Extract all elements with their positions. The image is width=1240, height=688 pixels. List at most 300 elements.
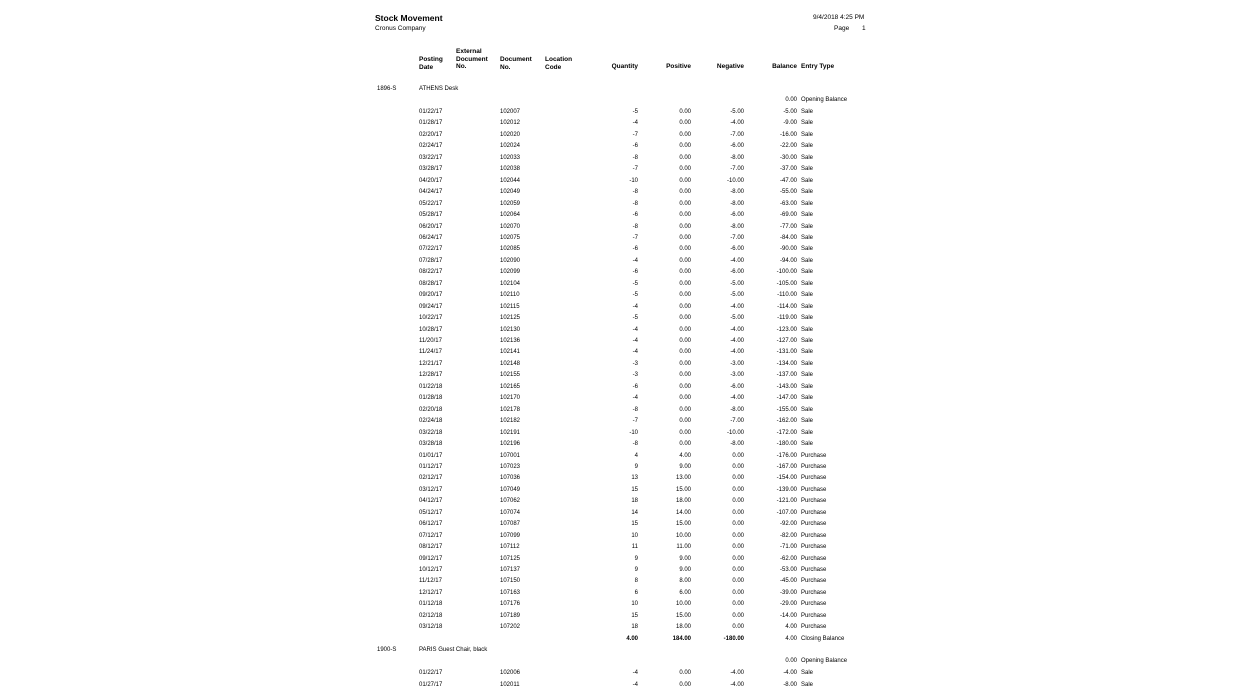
- quantity: -4: [632, 338, 638, 344]
- negative-qty: -6.00: [730, 212, 744, 219]
- positive-qty: 8.00: [679, 578, 691, 585]
- balance: -16.00: [779, 131, 797, 138]
- posting-date: 11/24/17: [419, 349, 442, 356]
- quantity: -3: [632, 372, 638, 379]
- balance: -121.00: [776, 498, 797, 505]
- document-no: 107150: [500, 578, 521, 585]
- entry-type: Closing Balance: [801, 635, 845, 642]
- positive-qty: 0.00: [679, 223, 691, 230]
- quantity: -7: [632, 234, 638, 241]
- entry-type: Sale: [801, 360, 814, 367]
- header-document-no: Document No.: [500, 56, 532, 71]
- header-posting-date: Posting Date: [419, 56, 443, 71]
- quantity: 9: [634, 555, 638, 562]
- quantity: -8: [632, 154, 638, 161]
- negative-qty: -8.00: [730, 154, 744, 161]
- posting-date: 01/27/17: [419, 681, 443, 688]
- quantity: -8: [632, 441, 638, 448]
- posting-date: 07/22/17: [419, 246, 443, 253]
- posting-date: 09/24/17: [419, 303, 443, 310]
- entry-type: Sale: [801, 189, 814, 196]
- posting-date: 12/12/17: [419, 589, 443, 596]
- report-title: Stock Movement: [375, 13, 443, 23]
- document-no: 102191: [500, 429, 521, 436]
- entry-type: Sale: [801, 383, 814, 390]
- document-no: 102099: [500, 269, 521, 276]
- positive-qty: 9.00: [679, 555, 691, 562]
- positive-qty: 0.00: [679, 360, 691, 367]
- document-no: 107189: [500, 612, 521, 619]
- balance: -45.00: [779, 578, 797, 585]
- page-number: 1: [862, 25, 866, 32]
- positive-qty: 14.00: [675, 509, 691, 516]
- posting-date: 03/12/18: [419, 624, 443, 631]
- quantity: -4: [632, 257, 638, 264]
- quantity: -10: [629, 429, 638, 436]
- document-no: 102148: [500, 360, 521, 367]
- posting-date: 01/12/18: [419, 601, 443, 608]
- balance: -84.00: [779, 234, 797, 241]
- quantity: -4: [632, 303, 638, 310]
- posting-date: 05/12/17: [419, 509, 443, 516]
- entry-type: Sale: [801, 177, 814, 184]
- balance: -167.00: [776, 463, 797, 470]
- negative-qty: -7.00: [730, 166, 744, 173]
- negative-qty: 0.00: [732, 578, 744, 585]
- entry-type: Opening Balance: [801, 658, 848, 665]
- posting-date: 02/24/18: [419, 418, 443, 425]
- balance: -139.00: [776, 486, 797, 493]
- entry-type: Sale: [801, 349, 814, 356]
- negative-qty: 0.00: [732, 567, 744, 573]
- balance: -4.00: [783, 670, 797, 677]
- entry-type: Sale: [801, 143, 814, 150]
- positive-qty: 0.00: [679, 177, 691, 184]
- entry-type: Sale: [801, 280, 814, 287]
- quantity: -4: [632, 681, 638, 688]
- item-number: 1896-S: [377, 86, 397, 92]
- posting-date: 01/22/18: [419, 383, 443, 390]
- document-no: 107087: [500, 521, 521, 528]
- posting-date: 05/22/17: [419, 200, 443, 207]
- document-no: 102178: [500, 406, 521, 413]
- quantity: -4: [632, 349, 638, 356]
- closing-balance: 4.00: [785, 635, 797, 642]
- balance: -47.00: [779, 177, 797, 184]
- negative-qty: 0.00: [732, 521, 744, 528]
- positive-qty: 0.00: [679, 120, 691, 127]
- entry-type: Purchase: [801, 463, 827, 470]
- balance: -63.00: [779, 200, 797, 207]
- posting-date: 02/12/17: [419, 475, 443, 482]
- balance: -119.00: [777, 315, 797, 322]
- quantity: 15: [631, 486, 638, 493]
- document-no: 102130: [500, 326, 521, 333]
- negative-qty: -4.00: [730, 395, 744, 402]
- posting-date: 01/22/17: [419, 109, 443, 115]
- document-no: 102196: [500, 441, 521, 448]
- balance: -107.00: [776, 509, 797, 516]
- positive-qty: 10.00: [675, 532, 691, 539]
- positive-qty: 15.00: [675, 486, 691, 493]
- entry-type: Purchase: [801, 475, 827, 482]
- quantity: -6: [632, 143, 638, 150]
- posting-date: 03/12/17: [419, 486, 443, 493]
- posting-date: 11/12/17: [419, 578, 442, 585]
- balance: -155.00: [776, 406, 797, 413]
- negative-qty: 0.00: [732, 555, 744, 562]
- posting-date: 01/28/17: [419, 120, 443, 127]
- posting-date: 03/22/18: [419, 429, 443, 436]
- header-negative: Negative: [716, 63, 744, 70]
- document-no: 102115: [500, 303, 520, 310]
- document-no: 107062: [500, 498, 521, 505]
- balance: -62.00: [779, 555, 797, 562]
- document-no: 102136: [500, 338, 521, 344]
- positive-qty: 18.00: [675, 624, 691, 631]
- quantity: 18: [631, 624, 638, 631]
- negative-qty: -7.00: [730, 234, 744, 241]
- entry-type: Sale: [801, 326, 814, 333]
- negative-qty: -4.00: [730, 670, 744, 677]
- quantity: -7: [632, 418, 638, 425]
- balance: -172.00: [776, 429, 797, 436]
- document-no: 102011: [500, 681, 520, 688]
- quantity: -6: [632, 212, 638, 219]
- posting-date: 04/12/17: [419, 498, 443, 505]
- posting-date: 04/24/17: [419, 189, 443, 196]
- negative-qty: 0.00: [732, 486, 744, 493]
- positive-qty: 0.00: [679, 372, 691, 379]
- balance: -90.00: [779, 246, 797, 253]
- document-no: 102085: [500, 246, 521, 253]
- posting-date: 01/22/17: [419, 670, 443, 677]
- quantity: -7: [632, 131, 638, 138]
- total-negative: -180.00: [723, 635, 744, 642]
- balance: -53.00: [779, 567, 797, 573]
- document-no: 102024: [500, 143, 521, 150]
- balance: -143.00: [776, 383, 797, 390]
- posting-date: 06/12/17: [419, 521, 443, 528]
- entry-type: Purchase: [801, 555, 827, 562]
- negative-qty: -5.00: [730, 315, 744, 322]
- positive-qty: 0.00: [679, 326, 691, 333]
- header-positive: Positive: [666, 63, 691, 70]
- quantity: 10: [631, 601, 638, 608]
- item-description: ATHENS Desk: [419, 86, 459, 92]
- posting-date: 02/12/18: [419, 612, 443, 619]
- posting-date: 04/20/17: [419, 177, 443, 184]
- negative-qty: -8.00: [730, 441, 744, 448]
- quantity: -8: [632, 200, 638, 207]
- positive-qty: 0.00: [679, 154, 691, 161]
- entry-type: Sale: [801, 257, 814, 264]
- balance: -22.00: [779, 143, 797, 150]
- negative-qty: 0.00: [732, 589, 744, 596]
- quantity: 8: [634, 578, 638, 585]
- balance: -82.00: [779, 532, 797, 539]
- page-label: Page: [834, 25, 850, 32]
- negative-qty: -8.00: [730, 200, 744, 207]
- negative-qty: 0.00: [732, 624, 744, 631]
- entry-type: Sale: [801, 681, 814, 688]
- negative-qty: 0.00: [732, 463, 744, 470]
- positive-qty: 0.00: [679, 109, 691, 115]
- negative-qty: 0.00: [732, 532, 744, 539]
- posting-date: 01/28/18: [419, 395, 443, 402]
- quantity: 11: [631, 544, 638, 551]
- balance: -71.00: [779, 544, 797, 551]
- entry-type: Purchase: [801, 567, 827, 573]
- negative-qty: -4.00: [730, 303, 744, 310]
- entry-type: Purchase: [801, 452, 827, 459]
- header-external-document: External Document No.: [456, 48, 488, 70]
- positive-qty: 0.00: [679, 418, 691, 425]
- posting-date: 10/28/17: [419, 326, 443, 333]
- positive-qty: 0.00: [679, 349, 691, 356]
- document-no: 102006: [500, 670, 521, 677]
- positive-qty: 0.00: [679, 166, 691, 173]
- document-no: 102170: [500, 395, 521, 402]
- positive-qty: 0.00: [679, 234, 691, 241]
- positive-qty: 0.00: [679, 441, 691, 448]
- negative-qty: -4.00: [730, 120, 744, 127]
- document-no: 107049: [500, 486, 521, 493]
- negative-qty: -4.00: [730, 257, 744, 264]
- document-no: 102038: [500, 166, 521, 173]
- positive-qty: 11.00: [676, 544, 691, 551]
- posting-date: 09/20/17: [419, 292, 443, 299]
- entry-type: Purchase: [801, 498, 827, 505]
- negative-qty: -7.00: [730, 418, 744, 425]
- balance: -154.00: [776, 475, 797, 482]
- quantity: 9: [634, 567, 638, 573]
- header-location-code: Location Code: [545, 56, 573, 71]
- positive-qty: 0.00: [679, 338, 691, 344]
- negative-qty: -4.00: [730, 681, 744, 688]
- header-quantity: Quantity: [611, 63, 638, 70]
- entry-type: Sale: [801, 395, 814, 402]
- negative-qty: -8.00: [730, 189, 744, 196]
- negative-qty: -5.00: [730, 280, 744, 287]
- positive-qty: 9.00: [679, 567, 691, 573]
- entry-type: Sale: [801, 418, 814, 425]
- positive-qty: 0.00: [679, 292, 691, 299]
- document-no: 102020: [500, 131, 521, 138]
- negative-qty: -6.00: [730, 269, 744, 276]
- document-no: 107023: [500, 463, 521, 470]
- balance: -77.00: [779, 223, 797, 230]
- entry-type: Purchase: [801, 578, 827, 585]
- entry-type: Purchase: [801, 601, 827, 608]
- balance: -5.00: [783, 109, 797, 115]
- document-no: 102049: [500, 189, 521, 196]
- posting-date: 03/28/17: [419, 166, 443, 173]
- positive-qty: 18.00: [675, 498, 691, 505]
- entry-type: Sale: [801, 670, 814, 677]
- negative-qty: -7.00: [730, 131, 744, 138]
- negative-qty: -4.00: [730, 326, 744, 333]
- positive-qty: 0.00: [679, 189, 691, 196]
- entry-type: Purchase: [801, 486, 827, 493]
- balance: -162.00: [776, 418, 797, 425]
- posting-date: 06/20/17: [419, 223, 443, 230]
- positive-qty: 0.00: [679, 131, 691, 138]
- positive-qty: 0.00: [679, 257, 691, 264]
- negative-qty: -3.00: [730, 360, 744, 367]
- positive-qty: 0.00: [679, 429, 691, 436]
- entry-type: Sale: [801, 269, 814, 276]
- entry-type: Sale: [801, 223, 814, 230]
- quantity: -5: [632, 280, 638, 287]
- item-number: 1900-S: [377, 647, 397, 654]
- negative-qty: -10.00: [726, 429, 744, 436]
- posting-date: 09/12/17: [419, 555, 443, 562]
- posting-date: 06/24/17: [419, 234, 443, 241]
- entry-type: Sale: [801, 246, 814, 253]
- document-no: 102110: [500, 292, 520, 299]
- document-no: 102155: [500, 372, 521, 379]
- entry-type: Sale: [801, 292, 814, 299]
- document-no: 107001: [500, 452, 521, 459]
- balance: -114.00: [777, 303, 797, 310]
- balance: -8.00: [783, 681, 797, 688]
- negative-qty: -8.00: [730, 406, 744, 413]
- quantity: 15: [631, 612, 638, 619]
- posting-date: 03/22/17: [419, 154, 443, 161]
- total-positive: 184.00: [672, 635, 691, 642]
- quantity: -5: [632, 315, 638, 322]
- quantity: 4: [634, 452, 638, 459]
- positive-qty: 15.00: [675, 521, 691, 528]
- negative-qty: -8.00: [730, 223, 744, 230]
- posting-date: 02/20/17: [419, 131, 443, 138]
- entry-type: Sale: [801, 154, 814, 161]
- positive-qty: 0.00: [679, 200, 691, 207]
- document-no: 102104: [500, 280, 521, 287]
- posting-date: 10/12/17: [419, 567, 443, 573]
- quantity: -4: [632, 670, 638, 677]
- entry-type: Sale: [801, 338, 814, 344]
- balance: -92.00: [779, 521, 797, 528]
- negative-qty: -6.00: [730, 383, 744, 390]
- negative-qty: 0.00: [732, 475, 744, 482]
- document-no: 102070: [500, 223, 521, 230]
- document-no: 102125: [500, 315, 521, 322]
- entry-type: Sale: [801, 212, 814, 219]
- entry-type: Sale: [801, 429, 814, 436]
- negative-qty: 0.00: [732, 509, 744, 516]
- balance: -134.00: [776, 360, 797, 367]
- entry-type: Sale: [801, 303, 814, 310]
- quantity: -8: [632, 223, 638, 230]
- negative-qty: -4.00: [730, 349, 744, 356]
- entry-type: Sale: [801, 166, 814, 173]
- quantity: -4: [632, 326, 638, 333]
- document-no: 102012: [500, 120, 521, 127]
- balance: -9.00: [783, 120, 797, 127]
- positive-qty: 0.00: [679, 383, 691, 390]
- negative-qty: -10.00: [726, 177, 744, 184]
- posting-date: 03/28/18: [419, 441, 443, 448]
- entry-type: Purchase: [801, 521, 827, 528]
- posting-date: 08/22/17: [419, 269, 443, 276]
- document-no: 107125: [500, 555, 521, 562]
- balance: -100.00: [776, 269, 797, 276]
- quantity: -4: [632, 395, 638, 402]
- posting-date: 11/20/17: [419, 338, 442, 344]
- entry-type: Sale: [801, 406, 814, 413]
- document-no: 102007: [500, 109, 521, 115]
- balance: -105.00: [776, 280, 797, 287]
- negative-qty: -6.00: [730, 246, 744, 253]
- negative-qty: 0.00: [732, 452, 744, 459]
- balance: -123.00: [776, 326, 797, 333]
- balance: -94.00: [779, 257, 797, 264]
- posting-date: 12/21/17: [419, 360, 443, 367]
- negative-qty: -6.00: [730, 143, 744, 150]
- negative-qty: -4.00: [730, 338, 744, 344]
- document-no: 107163: [500, 589, 521, 596]
- quantity: 15: [631, 521, 638, 528]
- positive-qty: 0.00: [679, 269, 691, 276]
- balance: 4.00: [785, 624, 797, 631]
- positive-qty: 0.00: [679, 395, 691, 402]
- entry-type: Purchase: [801, 532, 827, 539]
- document-no: 102064: [500, 212, 521, 219]
- quantity: -6: [632, 269, 638, 276]
- document-no: 102141: [500, 349, 521, 356]
- entry-type: Sale: [801, 234, 814, 241]
- document-no: 107137: [500, 567, 521, 573]
- balance: -30.00: [779, 154, 797, 161]
- header-entry-type: Entry Type: [801, 63, 835, 70]
- positive-qty: 15.00: [675, 612, 691, 619]
- quantity: 6: [634, 589, 638, 596]
- document-no: 102090: [500, 257, 521, 264]
- document-no: 107036: [500, 475, 521, 482]
- entry-type: Sale: [801, 120, 814, 127]
- document-no: 102165: [500, 383, 521, 390]
- document-no: 107176: [500, 601, 521, 608]
- positive-qty: 0.00: [679, 681, 691, 688]
- negative-qty: 0.00: [732, 601, 744, 608]
- posting-date: 07/12/17: [419, 532, 443, 539]
- quantity: -3: [632, 360, 638, 367]
- negative-qty: 0.00: [732, 498, 744, 505]
- balance: -110.00: [777, 292, 797, 299]
- opening-balance: 0.00: [785, 658, 797, 665]
- entry-type: Purchase: [801, 612, 827, 619]
- document-no: 102033: [500, 154, 521, 161]
- document-no: 107202: [500, 624, 521, 631]
- entry-type: Sale: [801, 315, 814, 322]
- positive-qty: 0.00: [679, 406, 691, 413]
- entry-type: Purchase: [801, 544, 827, 551]
- posting-date: 02/24/17: [419, 143, 443, 150]
- document-no: 107099: [500, 532, 521, 539]
- quantity: -7: [632, 166, 638, 173]
- entry-type: Purchase: [801, 624, 827, 631]
- positive-qty: 0.00: [679, 315, 691, 322]
- quantity: -8: [632, 189, 638, 196]
- quantity: -4: [632, 120, 638, 127]
- item-description: PARIS Guest Chair, black: [419, 647, 488, 654]
- quantity: -10: [629, 177, 638, 184]
- positive-qty: 10.00: [675, 601, 691, 608]
- quantity: -8: [632, 406, 638, 413]
- balance: -131.00: [776, 349, 797, 356]
